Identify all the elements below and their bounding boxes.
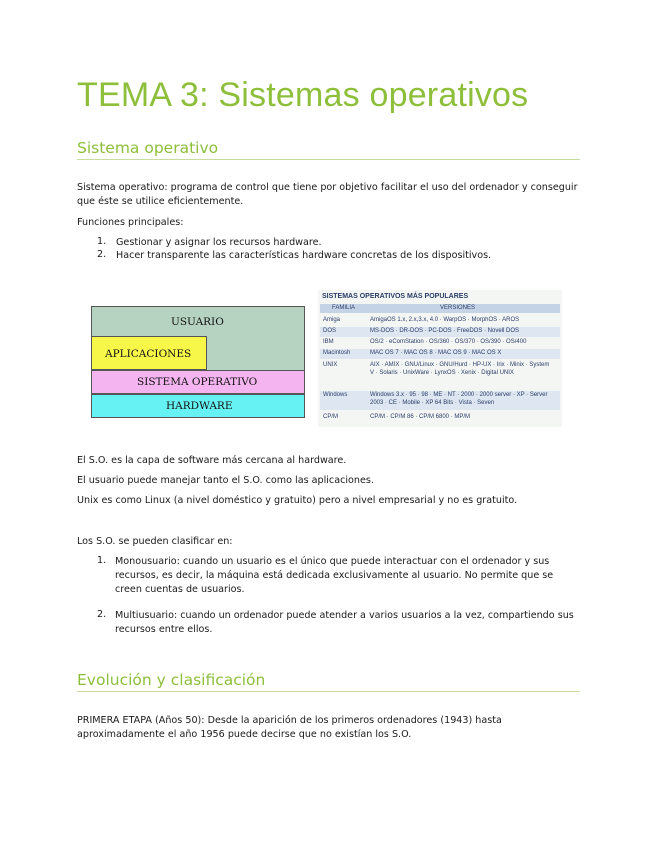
table-cell-versiones: OS/2 · eComStation · OS/360 · OS/370 · OS/390 · OS/400 (370, 339, 527, 345)
os-layers-diagram (91, 306, 305, 418)
note-paragraph: El S.O. es la capa de software más cercana al hardware. (77, 455, 347, 466)
type-multiusuario: Multiusuario: cuando un ordenador puede atender a varios usuarios a la vez, compartiendo sus recursos entre ellos. (115, 610, 574, 635)
list-number: 2. (97, 249, 107, 260)
table-cell-familia: Macintosh (323, 350, 351, 356)
type-monousuario: Monousuario: cuando un usuario es el único que puede interactuar con el ordenador y sus recursos, es decir, la máquina está dedicada exclusivamente al usuario. No permite que se creen cuentas de usuarios. (115, 556, 554, 595)
table-header-familia: FAMILIA (332, 305, 356, 311)
layer-aplicaciones-label: APLICACIONES (105, 348, 192, 360)
table-header-versiones: VERSIONES (440, 305, 476, 311)
section-heading-evolucion: Evolución y clasificación (77, 671, 580, 692)
table-row (320, 349, 560, 359)
table-cell-familia: CP/M (323, 414, 338, 420)
table-header (320, 304, 560, 313)
function-item: Hacer transparente las características hardware concretas de los dispositivos. (116, 250, 492, 261)
table-row (320, 316, 560, 326)
table-cell-familia: UNIX (323, 362, 338, 368)
note-paragraph: Unix es como Linux (a nivel doméstico y gratuito) pero a nivel empresarial y no es gratuito. (77, 495, 518, 506)
table-cell-familia: DOS (323, 328, 337, 334)
table-row (320, 391, 560, 410)
page-title: TEMA 3: Sistemas operativos (77, 76, 529, 114)
table-row (320, 413, 560, 423)
list-number: 1. (97, 555, 107, 566)
note-paragraph: El usuario puede manejar tanto el S.O. como las aplicaciones. (77, 475, 374, 486)
layer-sistema-operativo-label: SISTEMA OPERATIVO (137, 376, 258, 388)
table-cell-versiones: MAC OS 7 · MAC OS 8 · MAC OS 9 · MAC OS X (370, 350, 502, 356)
functions-label: Funciones principales: (77, 217, 184, 228)
table-cell-familia: IBM (323, 339, 334, 345)
classify-label: Los S.O. se pueden clasificar en: (77, 536, 233, 547)
function-item: Gestionar y asignar los recursos hardware. (116, 237, 322, 248)
table-row (320, 327, 560, 337)
list-number: 1. (97, 236, 107, 247)
table-cell-familia: Amiga (323, 317, 341, 323)
table-row (320, 361, 560, 389)
first-stage-paragraph: PRIMERA ETAPA (Años 50): Desde la aparición de los primeros ordenadores (1943) hasta aproximadamente el año 1956 puede decirse que no existían los S.O. (77, 715, 502, 740)
layer-hardware-label: HARDWARE (166, 400, 233, 412)
section-heading-sistema-operativo: Sistema operativo (77, 139, 580, 160)
layer-usuario-label: USUARIO (171, 316, 224, 328)
table-cell-versiones: MS-DOS · DR-DOS · PC-DOS · FreeDOS · Novell DOS (370, 328, 520, 334)
table-cell-familia: Windows (323, 392, 348, 398)
list-number: 2. (97, 609, 107, 620)
table-cell-versiones: AIX · AMIX · GNU/Linux · GNU/Hurd · HP-UX · Irix · Minix · System V · Solaris · UnixWare · LynxOS · Xenix · Digital UNIX (370, 362, 550, 376)
table-cell-versiones: CP/M · CP/M 86 · CP/M 6800 · MP/M (370, 414, 471, 420)
table-cell-versiones: Windows 3.x · 95 · 98 · ME · NT · 2000 · 2000 server · XP · Server 2003 · CE · Mobile · XP 64 Bits · Vista · Seven (370, 392, 548, 406)
table-title: SISTEMAS OPERATIVOS MÁS POPULARES (322, 293, 469, 300)
definition-paragraph: Sistema operativo: programa de control que tiene por objetivo facilitar el uso del ordenador y conseguir que éste se utilice eficientemente. (77, 182, 578, 207)
table-row (320, 338, 560, 348)
popular-os-table (318, 290, 562, 427)
table-cell-versiones: AmigaOS 1.x, 2.x,3.x, 4.0 · WarpOS · MorphOS · AROS (370, 317, 520, 323)
